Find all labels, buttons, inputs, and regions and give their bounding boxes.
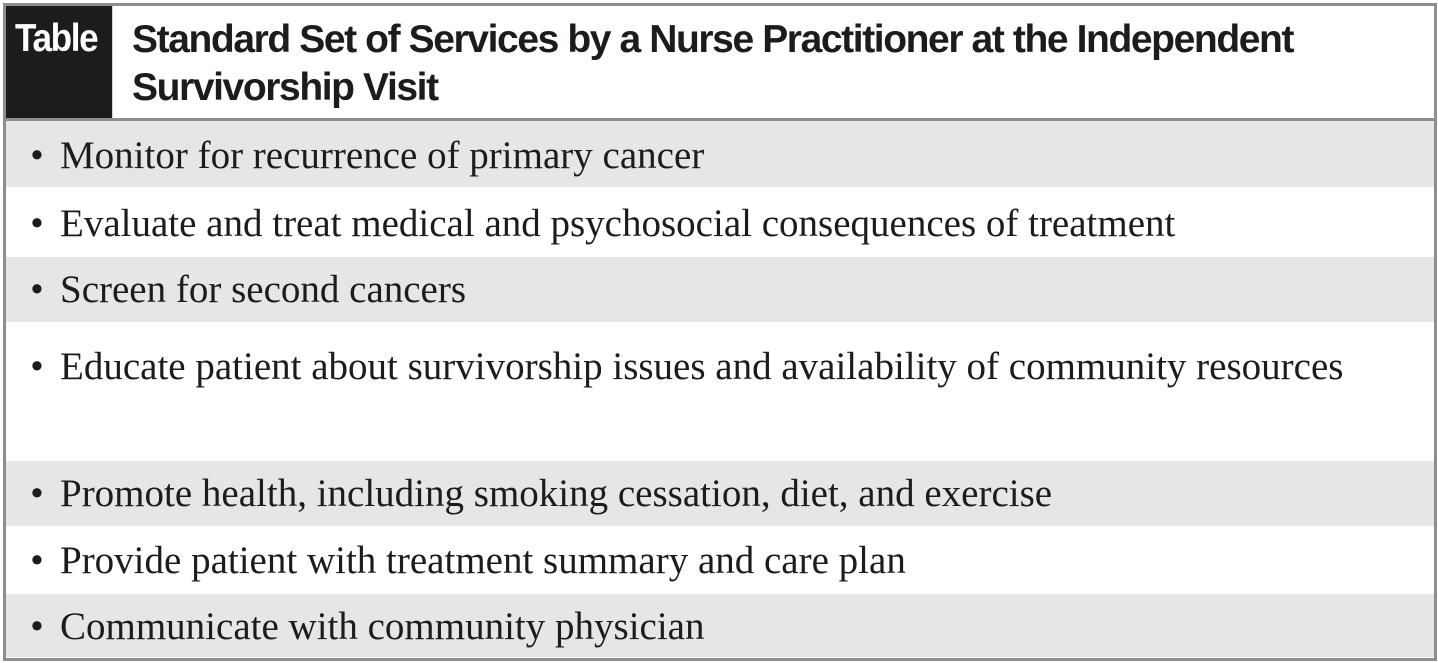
table-label: Table	[6, 6, 112, 118]
bullet-icon: •	[30, 202, 44, 245]
table-body	[6, 121, 1434, 659]
table-row	[6, 461, 1434, 528]
bullet-icon: •	[30, 605, 44, 648]
list-item-text: Screen for second cancers	[60, 268, 467, 311]
list-item-text: Provide patient with treatment summary and care plan	[60, 539, 906, 582]
table-title: Standard Set of Services by a Nurse Practitioner at the Independent Survivorship Visit	[132, 18, 1294, 109]
table-row	[6, 324, 1434, 461]
bullet-icon: •	[30, 268, 44, 311]
list-item-text: Monitor for recurrence of primary cancer	[60, 134, 705, 177]
table-row	[6, 189, 1434, 257]
list-item-text: Communicate with community physician	[60, 605, 705, 648]
table-row	[6, 121, 1434, 189]
list-item-text: Evaluate and treat medical and psychosocial consequences of treatment	[60, 202, 1176, 245]
table-row	[6, 257, 1434, 324]
bullet-icon: •	[30, 134, 44, 177]
table-row	[6, 528, 1434, 594]
bullet-icon: •	[30, 472, 44, 515]
list-item-text: Educate patient about survivorship issues and availability of community resources	[60, 345, 1344, 388]
list-item-text: Promote health, including smoking cessation, diet, and exercise	[60, 472, 1053, 515]
bullet-icon: •	[30, 539, 44, 582]
services-table	[3, 3, 1437, 661]
table-row	[6, 594, 1434, 659]
bullet-icon: •	[30, 345, 44, 388]
table-header	[6, 6, 1434, 121]
